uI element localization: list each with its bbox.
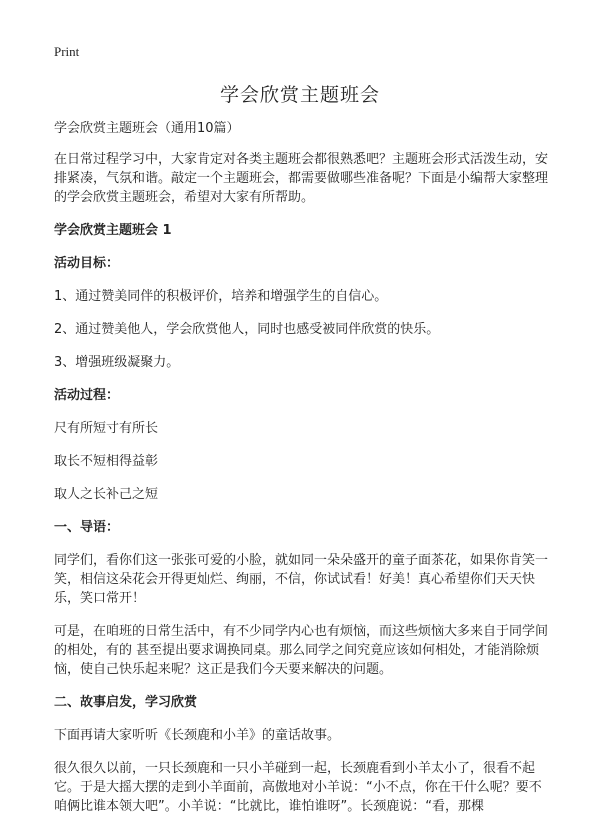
saying-line: 尺有所短寸有所长 [54, 421, 159, 436]
saying-line: 取长不短相得益彰 [54, 454, 159, 469]
goals-heading: 活动目标： [54, 256, 120, 271]
process-heading: 活动过程： [54, 388, 120, 403]
part2-paragraph: 很久很久以前，一只长颈鹿和一只小羊碰到一起，长颈鹿看到小羊太小了，很看不起它。于是大摇大摆的走到小羊面前，高傲地对小羊说：“小不点，你在干什么呢？要不咱俩比谁本领大吧”。小羊说：“比就比，谁怕谁呀”。长颈鹿说：“看，那棵 [54, 761, 542, 814]
saying-line: 取人之长补己之短 [54, 487, 159, 502]
section-heading: 学会欣赏主题班会 1 [54, 223, 172, 238]
goal-item: 2、通过赞美他人，学会欣赏他人，同时也感受被同伴欣赏的快乐。 [54, 322, 440, 337]
goal-item: 3、增强班级凝聚力。 [54, 355, 180, 370]
part1-heading: 一、导语： [54, 520, 120, 535]
article-body [54, 120, 554, 830]
print-link[interactable]: Print [54, 44, 80, 59]
part1-paragraph: 可是，在咱班的日常生活中，有不少同学内心也有烦恼，而这些烦恼大多来自于同学间的相处，有的 甚至提出要求调换同桌。那么同学之间究竟应该如何相处，才能消除烦恼，使自己快乐起来呢？这正是我们今天要来解决的问题。 [54, 624, 549, 677]
page-title: 学会欣赏主题班会 [219, 84, 380, 106]
goal-item: 1、通过赞美同伴的积极评价，培养和增强学生的自信心。 [54, 289, 388, 304]
article-subtitle: 学会欣赏主题班会（通用10篇） [54, 121, 240, 136]
intro-paragraph: 在日常过程学习中，大家肯定对各类主题班会都很熟悉吧？主题班会形式活泼生动，安排紧凑，气氛和谐。敲定一个主题班会，都需要做哪些准备呢？下面是小编帮大家整理的学会欣赏主题班会，希望对大家有所帮助。 [54, 152, 549, 205]
part1-paragraph: 同学们，看你们这一张张可爱的小脸，就如同一朵朵盛开的童子面茶花，如果你肯笑一笑，相信这朵花会开得更灿烂、绚丽，不信，你试试看！好美！真心希望你们天天快乐，笑口常开！ [54, 553, 549, 606]
part2-paragraph: 下面再请大家听听《长颈鹿和小羊》的童话故事。 [54, 728, 341, 743]
part2-heading: 二、故事启发，学习欣赏 [54, 695, 198, 710]
